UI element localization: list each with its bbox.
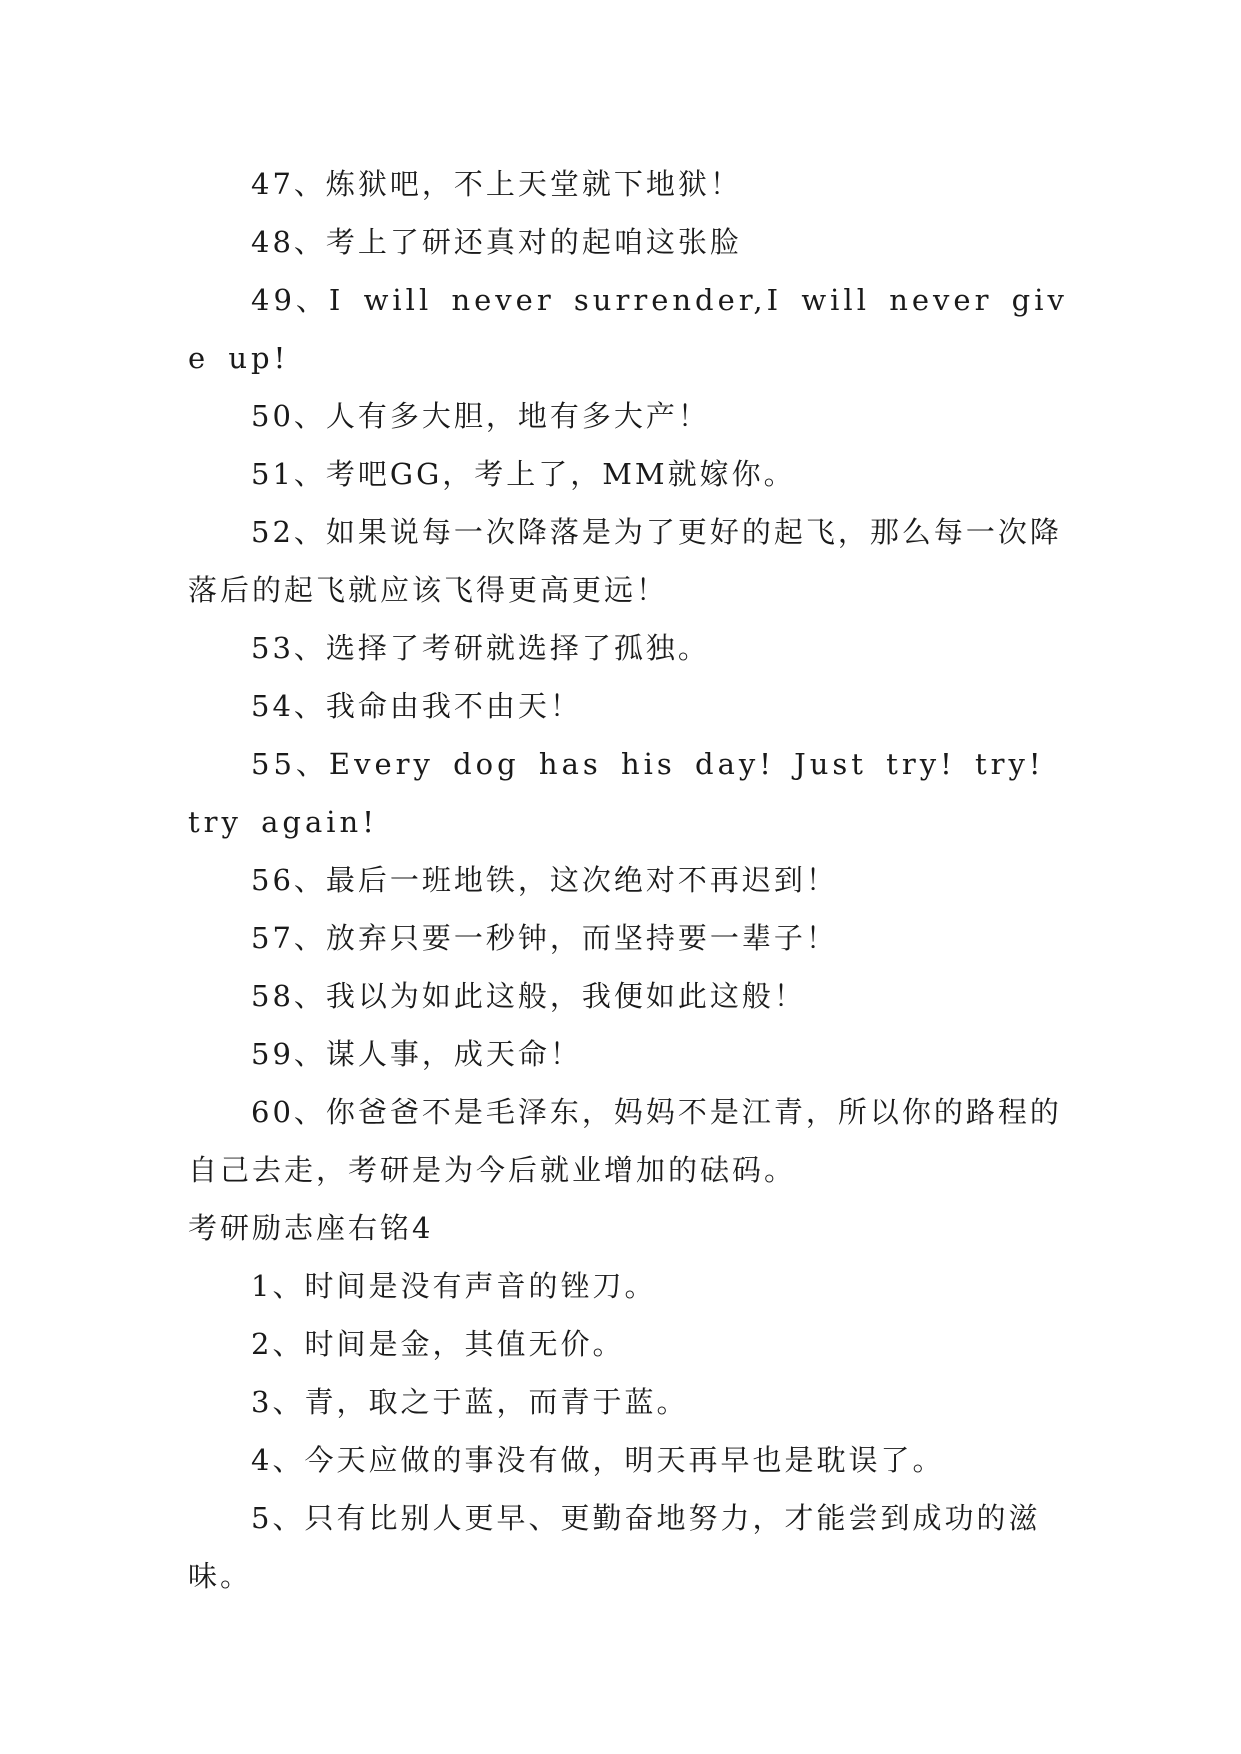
motto-item-58: 58、我以为如此这般，我便如此这般！ (251, 979, 806, 1013)
motto-item-56: 56、最后一班地铁，这次绝对不再迟到！ (251, 863, 838, 897)
motto-item-5: 5、只有比别人更早、更勤奋地努力，才能尝到成功的滋味。 (188, 1501, 1041, 1593)
motto-item-47: 47、炼狱吧，不上天堂就下地狱！ (251, 167, 742, 201)
motto-item-60: 60、你爸爸不是毛泽东，妈妈不是江青，所以你的路程的自己去走，考研是为今后就业增加的砝码。 (188, 1095, 1062, 1187)
motto-item-50: 50、人有多大胆，地有多大产！ (251, 399, 710, 433)
motto-item-48: 48、考上了研还真对的起咱这张脸 (251, 225, 742, 259)
motto-item-54: 54、我命由我不由天！ (251, 689, 582, 723)
motto-item-51: 51、考吧GG，考上了，MM就嫁你。 (251, 457, 796, 491)
motto-item-2: 2、时间是金，其值无价。 (251, 1327, 625, 1361)
document-body (188, 155, 1068, 1605)
motto-item-49: 49、I will never surrender,I will never give up! (188, 283, 1068, 375)
motto-item-59: 59、谋人事，成天命！ (251, 1037, 582, 1071)
motto-item-55: 55、Every dog has his day! Just try! try! try again! (188, 747, 1045, 839)
motto-item-57: 57、放弃只要一秒钟，而坚持要一辈子！ (251, 921, 838, 955)
motto-item-52: 52、如果说每一次降落是为了更好的起飞，那么每一次降落后的起飞就应该飞得更高更远！ (188, 515, 1062, 607)
motto-item-3: 3、青，取之于蓝，而青于蓝。 (251, 1385, 689, 1419)
motto-item-4: 4、今天应做的事没有做，明天再早也是耽误了。 (251, 1443, 945, 1477)
motto-item-53: 53、选择了考研就选择了孤独。 (251, 631, 710, 665)
section-heading: 考研励志座右铭4 (188, 1211, 434, 1245)
motto-item-1: 1、时间是没有声音的锉刀。 (251, 1269, 657, 1303)
